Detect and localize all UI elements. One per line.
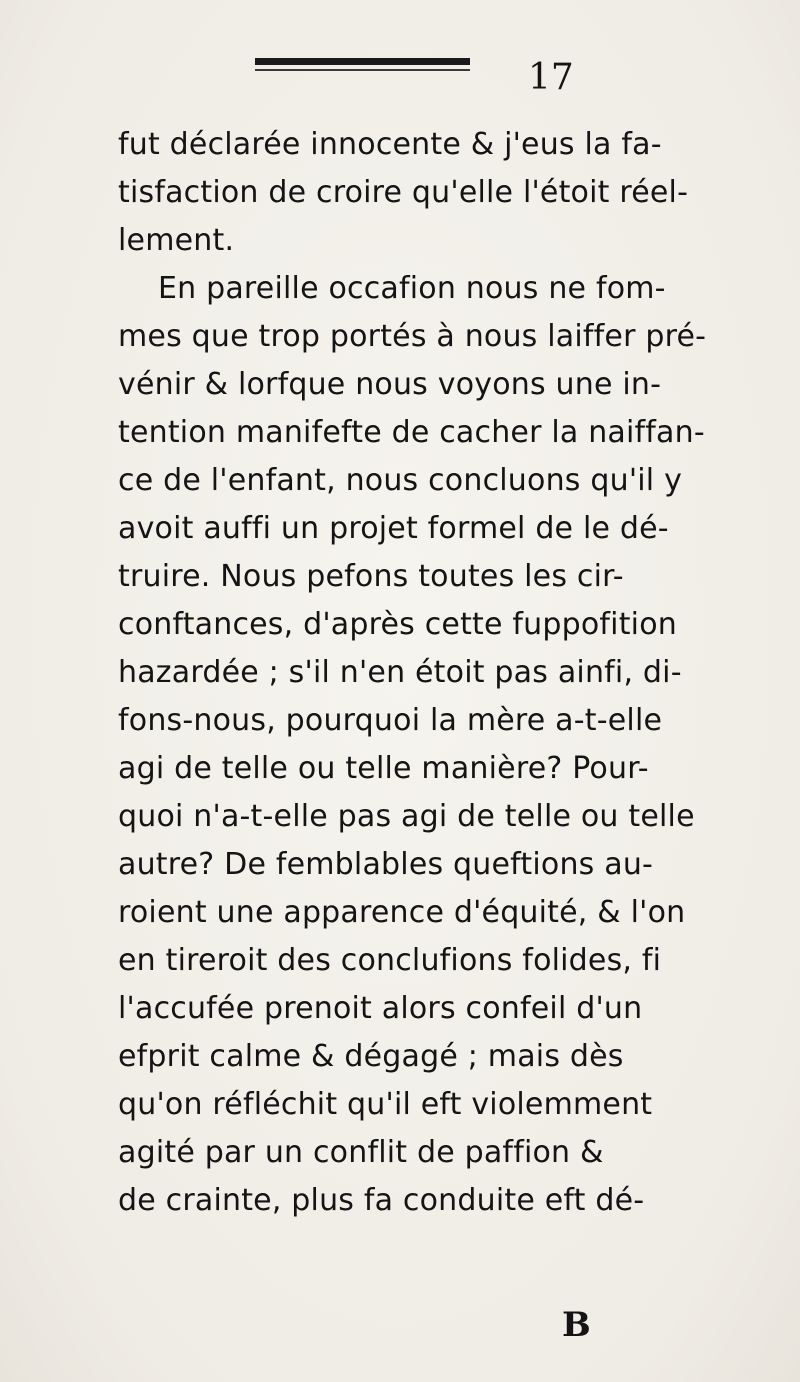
- text-line: tention manifefte de cacher la naiffan-: [118, 415, 705, 450]
- text-line: ce de l'enfant, nous concluons qu'il y: [118, 463, 683, 498]
- text-line: conftances, d'après cette fuppofition: [118, 607, 677, 642]
- text-line: tisfaction de croire qu'elle l'étoit réel-: [118, 175, 689, 210]
- text-line: lement.: [118, 223, 235, 258]
- text-line: roient une apparence d'équité, & l'on: [118, 895, 686, 930]
- text-line: truire. Nous pefons toutes les cir-: [118, 559, 624, 594]
- text-line: fons-nous, pourquoi la mère a-t-elle: [118, 703, 663, 738]
- text-line: autre? De femblables queftions au-: [118, 847, 654, 882]
- text-line: hazardée ; s'il n'en étoit pas ainfi, di-: [118, 655, 682, 690]
- text-line: avoit auffi un projet formel de le dé-: [118, 511, 669, 546]
- text-line: agi de telle ou telle manière? Pour-: [118, 751, 649, 786]
- text-line: qu'on réfléchit qu'il eft violemment: [118, 1087, 653, 1122]
- text-line: En pareille occafion nous ne fom-: [158, 271, 666, 306]
- text-line: en tireroit des conclufions folides, fi: [118, 943, 662, 978]
- signature-mark: B: [562, 1305, 591, 1345]
- text-line: vénir & lorfque nous voyons une in-: [118, 367, 662, 402]
- page-number: 17: [528, 57, 574, 98]
- text-line: fut déclarée innocente & j'eus la fa-: [118, 127, 662, 162]
- text-line: efprit calme & dégagé ; mais dès: [118, 1039, 624, 1074]
- text-line: l'accufée prenoit alors confeil d'un: [118, 991, 643, 1026]
- text-line: quoi n'a-t-elle pas agi de telle ou telle: [118, 799, 695, 834]
- text-line: mes que trop portés à nous laiffer pré-: [118, 319, 707, 354]
- text-line: agité par un conflit de paffion &: [118, 1135, 604, 1170]
- text-line: de crainte, plus fa conduite eft dé-: [118, 1183, 645, 1218]
- header-rule: [255, 58, 470, 65]
